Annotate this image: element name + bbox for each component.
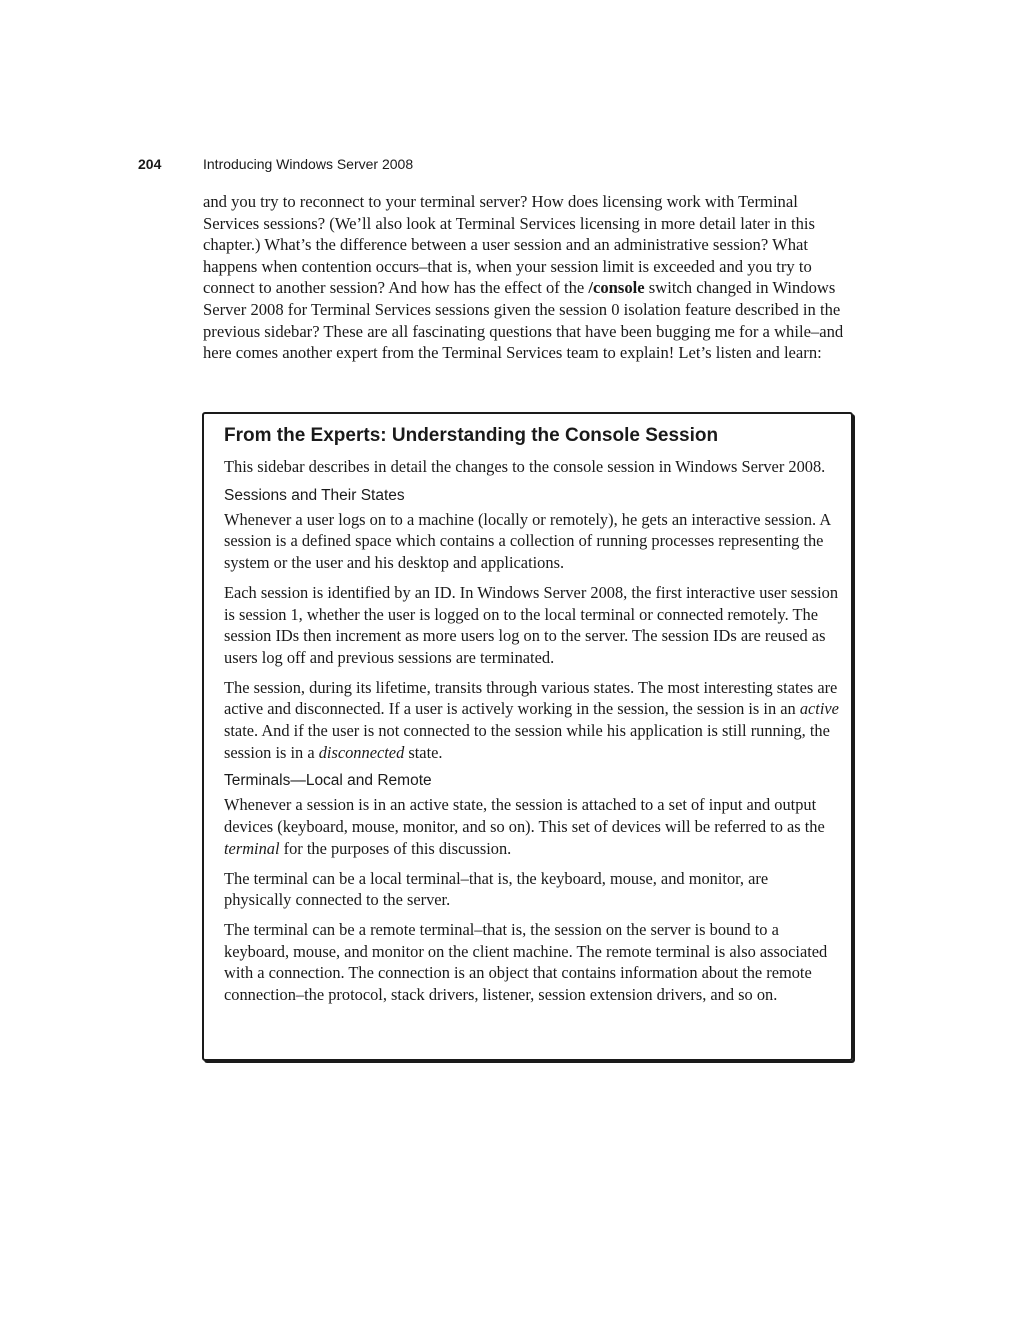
section-heading-sessions: Sessions and Their States xyxy=(224,486,405,504)
console-switch: /console xyxy=(588,278,645,298)
page-number: 204 xyxy=(138,156,162,172)
italic-term: disconnected xyxy=(318,742,405,762)
intro-paragraph: and you try to reconnect to your terminal server? How does licensing work with Terminal Services sessions? (We’ll also look at Terminal Services licensing in more detail later in this chapter.) What’s the difference between a user session and an administrative session? What happens when contention occurs–that is, when your session limit is exceeded and you try to connect to another session? And how has the effect of the /console switch changed in Windows Server 2008 for Terminal Services sessions given the session 0 isolation feature described in the previous sidebar? These are all fascinating questions that have been bugging me for a while–and here comes another expert from the Terminal Services team to explain! Let’s listen and learn: xyxy=(203,192,844,363)
paragraph: Whenever a session is in an active state, the session is attached to a set of input and output devices (keyboard, mouse, monitor, and so on). This set of devices will be referred to as the terminal for the purposes of this discussion. xyxy=(224,795,825,858)
italic-term: active xyxy=(799,699,839,719)
sidebar-title: From the Experts: Understanding the Console Session xyxy=(224,425,719,446)
expert-sidebar-box xyxy=(202,412,853,1061)
sidebar-content xyxy=(224,424,839,1014)
paragraph: Each session is identified by an ID. In Windows Server 2008, the first interactive user session is session 1, whether the user is logged on to the local terminal or connected remotely. The session IDs then increment as more users log on to the server. The session IDs are reused as users log off and previous sessions are terminated. xyxy=(224,582,839,667)
chapter-title: Introducing Windows Server 2008 xyxy=(203,156,414,172)
section-heading-terminals: Terminals—Local and Remote xyxy=(224,772,432,790)
paragraph: The session, during its lifetime, transits through various states. The most interesting states are active and disconnected. If a user is actively working in the session, the session is in an active state. And if the user is not connected to the session while his application is still running, the session is in a disconnected state. xyxy=(224,677,839,762)
paragraph: The terminal can be a local terminal–that is, the keyboard, mouse, and monitor, are physically connected to the server. xyxy=(224,868,769,910)
sidebar-lead: This sidebar describes in detail the changes to the console session in Windows Server 2008. xyxy=(224,457,826,476)
paragraph: The terminal can be a remote terminal–that is, the session on the server is bound to a keyboard, mouse, and monitor on the client machine. The remote terminal is also associated with a connection. The connection is an object that contains information about the remote connection–the protocol, stack drivers, listener, session extension drivers, and so on. xyxy=(224,919,828,1005)
italic-term: terminal xyxy=(224,838,280,858)
intro-text xyxy=(203,191,858,364)
paragraph: Whenever a user logs on to a machine (locally or remotely), he gets an interactive session. A session is a defined space which contains a collection of running processes representing the system or the user and his desktop and applications. xyxy=(224,509,831,573)
